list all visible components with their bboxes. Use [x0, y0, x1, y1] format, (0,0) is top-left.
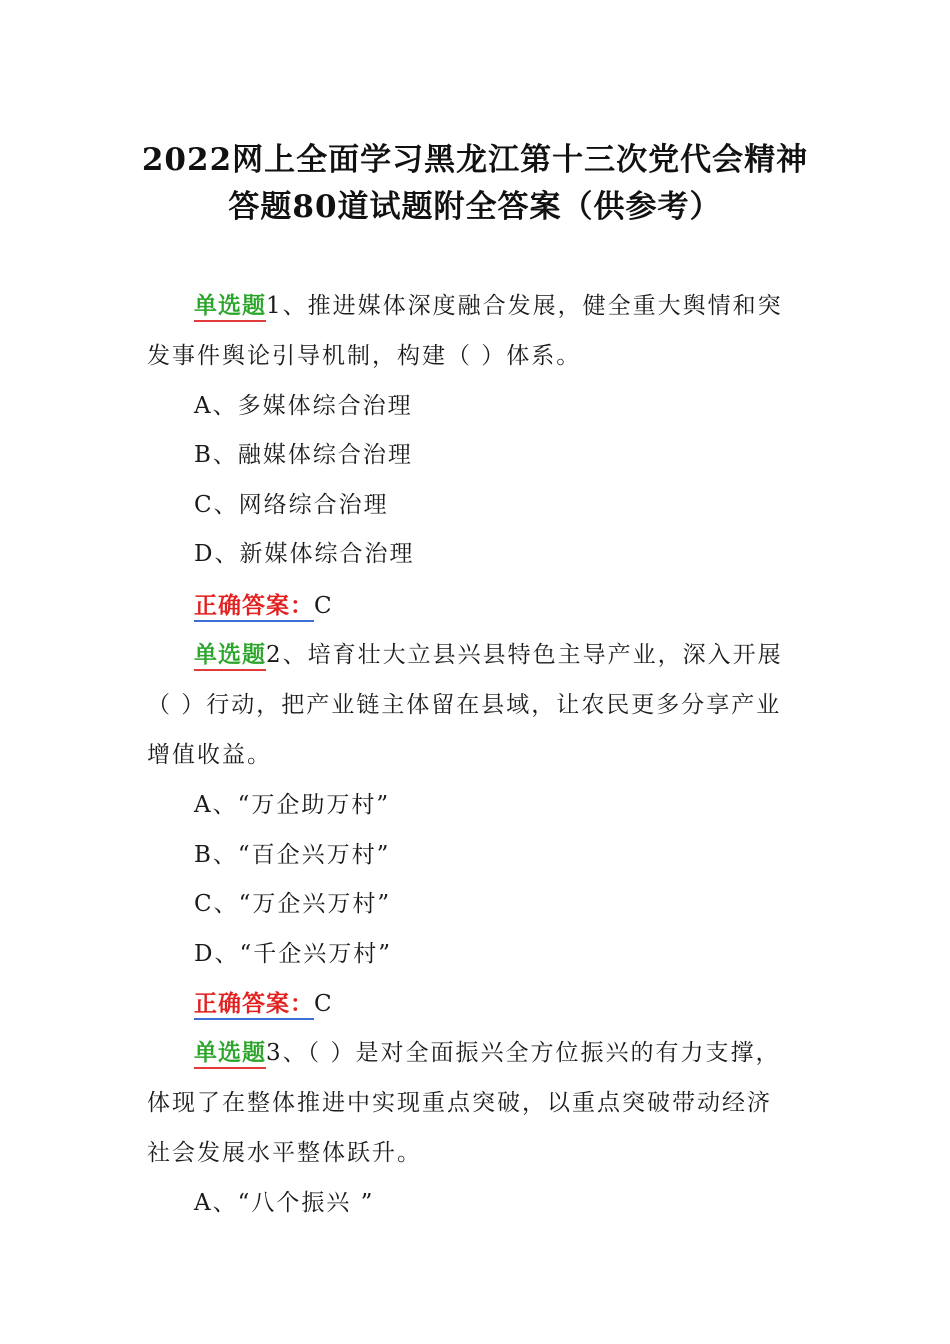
single-choice-tag: 单选题	[194, 292, 266, 322]
question-1-option-c: C、网络综合治理	[194, 492, 389, 518]
question-3-text: 3、（ ）是对全面振兴全方位振兴的有力支撑，	[266, 1040, 781, 1066]
question-3-stem-line-2: 体现了在整体推进中实现重点突破，以重点突破带动经济	[147, 1090, 772, 1116]
document-title-line-2: 答题80道试题附全答案（供参考）	[228, 189, 722, 225]
question-3-stem-line-3: 社会发展水平整体跃升。	[147, 1140, 422, 1166]
question-1-option-d: D、新媒体综合治理	[194, 541, 415, 567]
question-2-answer	[194, 985, 334, 1018]
question-2-option-d: D、“千企兴万村”	[194, 941, 392, 967]
question-1-stem-line-2: 发事件舆论引导机制，构建（ ）体系。	[147, 343, 582, 369]
question-1-answer	[194, 587, 334, 620]
question-1-option-a: A、多媒体综合治理	[194, 393, 413, 419]
question-2-text: 2、培育壮大立县兴县特色主导产业，深入开展	[266, 642, 783, 668]
correct-answer-tag: 正确答案：	[194, 592, 314, 622]
question-2-answer-value: C	[314, 991, 334, 1017]
question-1-answer-value: C	[314, 593, 334, 619]
question-2-stem-line-2: （ ）行动，把产业链主体留在县域，让农民更多分享产业	[147, 692, 782, 718]
question-1-text: 1、推进媒体深度融合发展，健全重大舆情和突	[266, 293, 783, 319]
question-3-stem-line-1	[194, 1034, 780, 1067]
question-1-stem-line-1	[194, 287, 783, 320]
single-choice-tag: 单选题	[194, 1039, 266, 1069]
question-1-option-b: B、融媒体综合治理	[194, 442, 413, 468]
question-2-option-a: A、“万企助万村”	[194, 792, 391, 818]
question-2-stem-line-1	[194, 636, 783, 669]
question-2-stem-line-3: 增值收益。	[147, 742, 272, 768]
question-3-option-a: A、“八个振兴 ”	[194, 1190, 375, 1216]
question-2-option-c: C、“万企兴万村”	[194, 891, 392, 917]
question-2-option-b: B、“百企兴万村”	[194, 842, 391, 868]
single-choice-tag: 单选题	[194, 641, 266, 671]
correct-answer-tag: 正确答案：	[194, 990, 314, 1020]
document-title-line-1: 2022网上全面学习黑龙江第十三次党代会精神	[141, 142, 809, 178]
